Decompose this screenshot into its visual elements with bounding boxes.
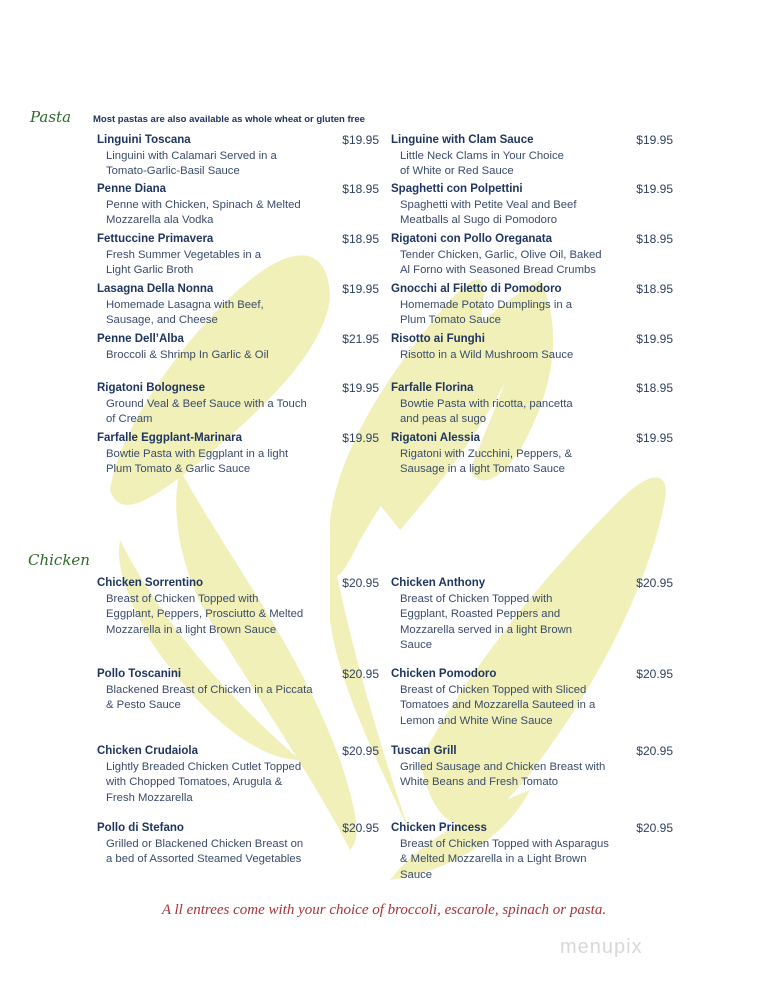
item-description: Grilled Sausage and Chicken Breast with (400, 760, 606, 773)
item-description: Eggplant, Peppers, Prosciutto & Melted (106, 608, 304, 620)
item-price: $18.95 (636, 232, 673, 246)
footer-note: A ll entrees come with your choice of broccoli, escarole, spinach or pasta. (161, 902, 607, 918)
item-name: Chicken Sorrentino (97, 577, 204, 589)
item-price: $20.95 (342, 821, 379, 835)
item-description: Meatballs al Sugo di Pomodoro (400, 214, 557, 226)
item-description: Breast of Chicken Topped with Asparagus (400, 837, 609, 850)
item-description: & Melted Mozzarella in a Light Brown (400, 853, 587, 865)
menu-item (97, 821, 379, 868)
item-description: Al Forno with Seasoned Bread Crumbs (400, 264, 596, 276)
menu-item (97, 182, 379, 229)
item-description: Bowtie Pasta with Eggplant in a light (106, 447, 289, 460)
item-description: Tomato-Garlic-Basil Sauce (106, 165, 240, 177)
menu-item (97, 431, 379, 478)
item-description: Blackened Breast of Chicken in a Piccata (106, 683, 313, 696)
item-description: Penne with Chicken, Spinach & Melted (106, 198, 301, 211)
item-name: Chicken Princess (391, 822, 487, 834)
menu-item (391, 576, 673, 654)
item-description: Plum Tomato & Garlic Sauce (106, 463, 251, 475)
item-description: Breast of Chicken Topped with (106, 592, 259, 605)
item-description: Homemade Potato Dumplings in a (400, 298, 573, 311)
item-name: Tuscan Grill (391, 745, 457, 757)
item-description: Mozzarella ala Vodka (106, 214, 214, 226)
item-name: Penne Dell’Alba (97, 333, 184, 345)
item-description: Mozzarella in a light Brown Sauce (106, 623, 277, 636)
menu-item (97, 332, 379, 363)
menu-item (97, 667, 379, 714)
item-name: Rigatoni Alessia (391, 432, 481, 444)
item-description: Breast of Chicken Topped with (400, 592, 553, 605)
menu-item (391, 282, 673, 329)
item-price: $19.95 (636, 133, 673, 147)
menu-item (391, 821, 673, 883)
item-description: Broccoli & Shrimp In Garlic & Oil (106, 348, 269, 361)
item-price: $21.95 (342, 332, 379, 346)
item-description: Eggplant, Roasted Peppers and (400, 608, 561, 620)
section-title-pasta: Pasta (30, 108, 72, 126)
item-description: Sausage, and Cheese (106, 314, 218, 326)
item-name: Penne Diana (97, 183, 167, 195)
item-description: Grilled or Blackened Chicken Breast on (106, 837, 304, 850)
menu-item (97, 381, 379, 428)
item-description: Breast of Chicken Topped with Sliced (400, 683, 587, 696)
menu-item (391, 232, 673, 279)
item-name: Chicken Pomodoro (391, 668, 497, 680)
item-name: Pollo Toscanini (97, 668, 182, 680)
item-description: Fresh Mozzarella (106, 791, 193, 804)
item-price: $19.95 (342, 431, 379, 445)
menu-item (391, 182, 673, 229)
item-price: $19.95 (636, 431, 673, 445)
menu-item (97, 232, 379, 279)
menu-item (391, 667, 673, 729)
item-description: of Cream (106, 413, 153, 425)
item-description: Homemade Lasagna with Beef, (106, 298, 264, 311)
item-price: $20.95 (636, 744, 673, 758)
item-description: Little Neck Clams in Your Choice (400, 149, 564, 162)
item-description: Lemon and White Wine Sauce (400, 714, 553, 727)
item-name: Spaghetti con Polpettini (391, 183, 523, 195)
item-name: Farfalle Florina (391, 382, 474, 394)
item-description: with Chopped Tomatoes, Arugula & (106, 776, 283, 788)
item-price: $20.95 (342, 667, 379, 681)
menu-item (391, 744, 673, 791)
item-name: Lasagna Della Nonna (97, 283, 214, 295)
item-description: Mozzarella served in a light Brown (400, 623, 573, 636)
item-description: Sauce (400, 639, 433, 651)
item-price: $20.95 (636, 821, 673, 835)
item-description: Tomatoes and Mozzarella Sauteed in a (400, 699, 596, 711)
item-price: $20.95 (636, 667, 673, 681)
pasta-note: Most pastas are also available as whole wheat or gluten free (93, 114, 365, 125)
item-name: Risotto ai Funghi (391, 333, 485, 345)
item-description: Lightly Breaded Chicken Cutlet Topped (106, 760, 302, 773)
item-price: $18.95 (636, 282, 673, 296)
item-description: Ground Veal & Beef Sauce with a Touch (106, 397, 307, 410)
item-name: Chicken Crudaiola (97, 745, 198, 757)
menu-item (391, 133, 673, 180)
item-price: $19.95 (342, 381, 379, 395)
item-description: of White or Red Sauce (400, 165, 514, 177)
item-description: White Beans and Fresh Tomato (400, 776, 559, 788)
menu-item (391, 381, 673, 428)
item-description: Light Garlic Broth (106, 264, 194, 276)
item-price: $20.95 (636, 576, 673, 590)
item-description: Linguini with Calamari Served in a (106, 149, 277, 162)
menu-item (391, 332, 673, 363)
item-description: Plum Tomato Sauce (400, 314, 501, 326)
item-price: $19.95 (342, 282, 379, 296)
item-description: Bowtie Pasta with ricotta, pancetta (400, 397, 573, 410)
item-price: $19.95 (342, 133, 379, 147)
menu-item (97, 576, 379, 638)
item-description: Tender Chicken, Garlic, Olive Oil, Baked (400, 248, 602, 261)
item-name: Chicken Anthony (391, 577, 486, 589)
item-name: Pollo di Stefano (97, 822, 184, 834)
item-name: Linguine with Clam Sauce (391, 134, 534, 146)
item-description: Fresh Summer Vegetables in a (106, 248, 262, 261)
item-price: $18.95 (342, 232, 379, 246)
item-description: and peas al sugo (400, 413, 487, 425)
item-price: $20.95 (342, 576, 379, 590)
menu-item (97, 282, 379, 329)
item-description: a bed of Assorted Steamed Vegetables (106, 853, 302, 865)
item-price: $19.95 (636, 182, 673, 196)
menu-item (391, 431, 673, 478)
item-price: $18.95 (636, 381, 673, 395)
item-name: Gnocchi al Filetto di Pomodoro (391, 283, 562, 295)
watermark: menupix (560, 936, 643, 958)
item-name: Rigatoni con Pollo Oreganata (391, 233, 553, 245)
item-price: $18.95 (342, 182, 379, 196)
item-description: & Pesto Sauce (106, 699, 181, 711)
section-title-chicken: Chicken (28, 551, 90, 569)
item-description: Sauce (400, 868, 433, 881)
item-price: $20.95 (342, 744, 379, 758)
item-price: $19.95 (636, 332, 673, 346)
item-name: Linguini Toscana (97, 134, 191, 146)
item-name: Farfalle Eggplant-Marinara (97, 432, 243, 444)
item-name: Rigatoni Bolognese (97, 382, 205, 394)
item-description: Sausage in a light Tomato Sauce (400, 463, 565, 475)
item-description: Risotto in a Wild Mushroom Sauce (400, 348, 574, 361)
item-description: Rigatoni with Zucchini, Peppers, & (400, 447, 573, 460)
item-name: Fettuccine Primavera (97, 233, 214, 245)
menu-item (97, 133, 379, 180)
menu-item (97, 744, 379, 806)
item-description: Spaghetti with Petite Veal and Beef (400, 198, 577, 211)
